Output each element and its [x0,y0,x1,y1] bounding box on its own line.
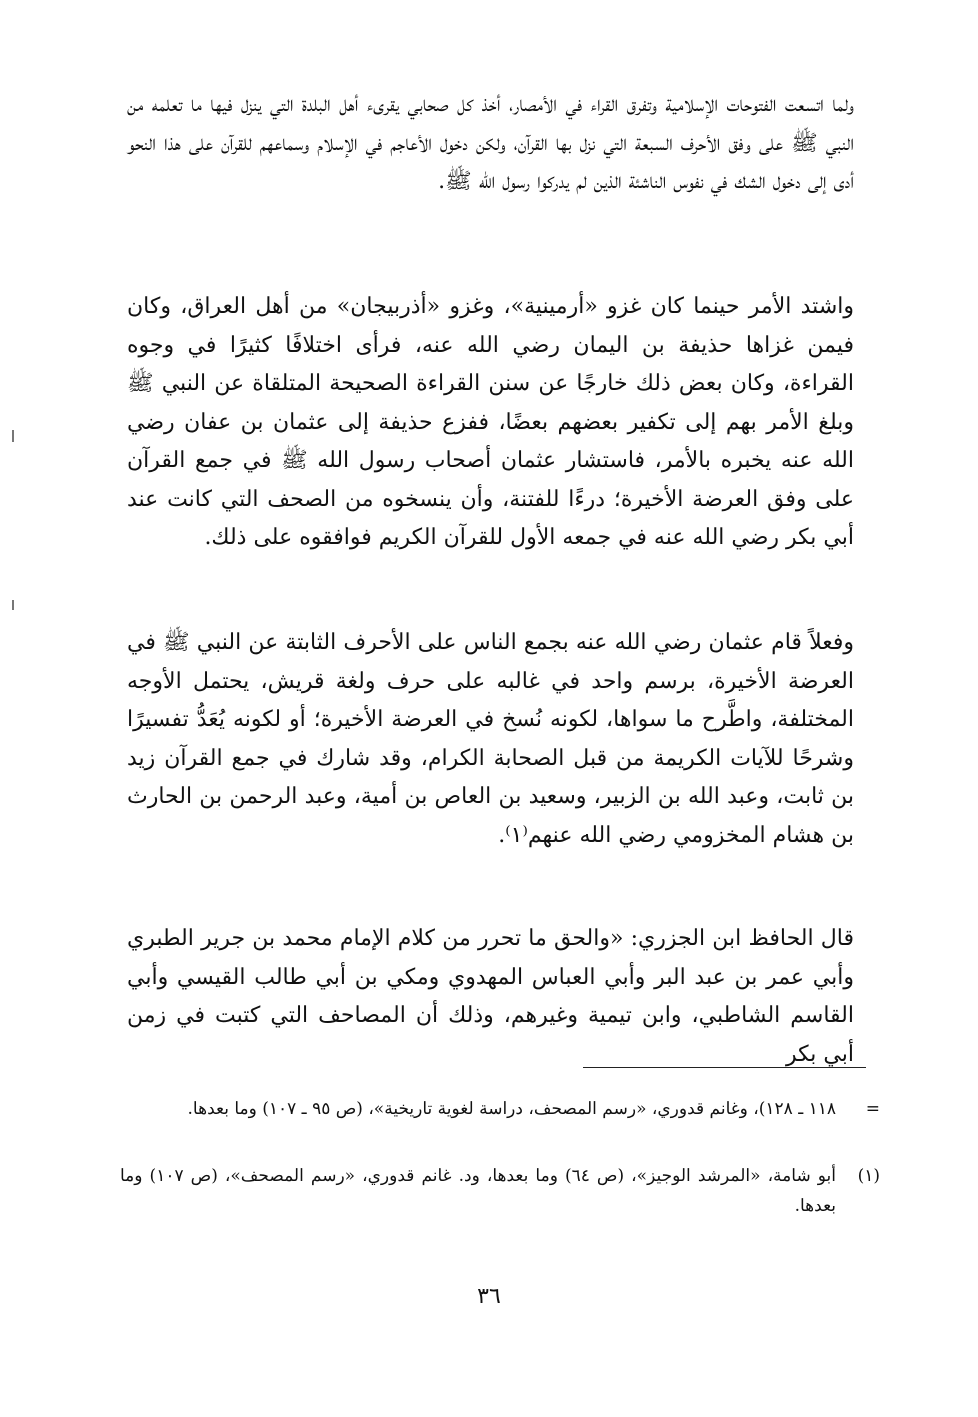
margin-mark [12,430,14,442]
footnote-continuation [120,1094,880,1124]
footnote-1 [120,1161,880,1221]
body-paragraph-3: وفعلاً قام عثمان رضي الله عنه بجمع الناس على الأحرف الثابتة عن النبي ﷺ في العرضة الأخيرة، برسم واحد في غالبه على حرف ولغة قريش، يحتمل الأوجه المختلفة، واطَّرح ما سواها، لكونه نُسخ في العرضة الأخيرة؛ أو لكونه يُعَدُّ تفسيرًا وشرحًا للآيات الكريمة من قبل الصحابة الكرام، وقد شارك في جمع القرآن زيد بن ثابت، وعبد الله بن الزبير، وسعيد بن العاص بن أمية، وعبد الرحمن بن الحارث بن هشام المخزومي رضي الله عنهم⁽١⁾. [127,630,854,848]
footnote-text: ١١٨ ـ ١٢٨)، وغانم قدوري، «رسم المصحف، دراسة لغوية تاريخية»، (ص ٩٥ ـ ١٠٧) وما بعدها. [187,1099,836,1119]
footnote-separator [583,1067,866,1068]
body-paragraph-4: قال الحافظ ابن الجزري: «والحق ما تحرر من كلام الإمام محمد بن جرير الطبري وأبي عمر بن عبد البر وأبي العباس المهدوي ومكي بن أبي طالب القيسي وأبي القاسم الشاطبي، وابن تيمية وغيرهم، وذلك أن المصاحف التي كتبت في زمن أبي بكر [127,926,854,1067]
margin-mark [12,600,14,610]
footnote-marker: = [865,1099,880,1119]
body-paragraph-1: ولما اتسعت الفتوحات الإسلامية وتفرق القراء في الأمصار، أخذ كل صحابي يقرىء أهل البلدة التي ينزل فيها ما تعلمه من النبي ﷺ على وفق الأحرف السبعة التي نزل بها القرآن، ولكن دخول الأعاجم في الإسلام وسماعهم للقرآن على هذا النحو أدى إلى دخول الشك في نفوس الناشئة الذين لم يدركوا رسول الله ﷺ. [127,92,854,194]
page-number: ٣٦ [477,1284,501,1309]
body-paragraph-2: واشتد الأمر حينما كان غزو «أرمينية»، وغزو «أذربيجان» من أهل العراق، وكان فيمن غزاها حذيفة بن اليمان رضي الله عنه، فرأى اختلافًا كثيرًا في وجوه القراءة، وكان بعض ذلك خارجًا عن سنن القراءة الصحيحة المتلقاة عن النبي ﷺ وبلغ الأمر بهم إلى تكفير بعضهم بعضًا، ففزع حذيفة إلى عثمان بن عفان رضي الله عنه يخبره بالأمر، فاستشار عثمان أصحاب رسول الله ﷺ في جمع القرآن على وفق العرضة الأخيرة؛ درءًا للفتنة، وأن ينسخوه من الصحف التي كانت عند أبي بكر رضي الله عنه في جمعه الأول للقرآن الكريم فوافقوه على ذلك. [127,294,854,550]
footnote-marker: (١) [857,1166,880,1186]
footnote-text: أبو شامة، «المرشد الوجيز»، (ص ٦٤) وما بعدها، ود. غانم قدوري، «رسم المصحف»، (ص ١٠٧) وما بعدها. [120,1166,836,1216]
